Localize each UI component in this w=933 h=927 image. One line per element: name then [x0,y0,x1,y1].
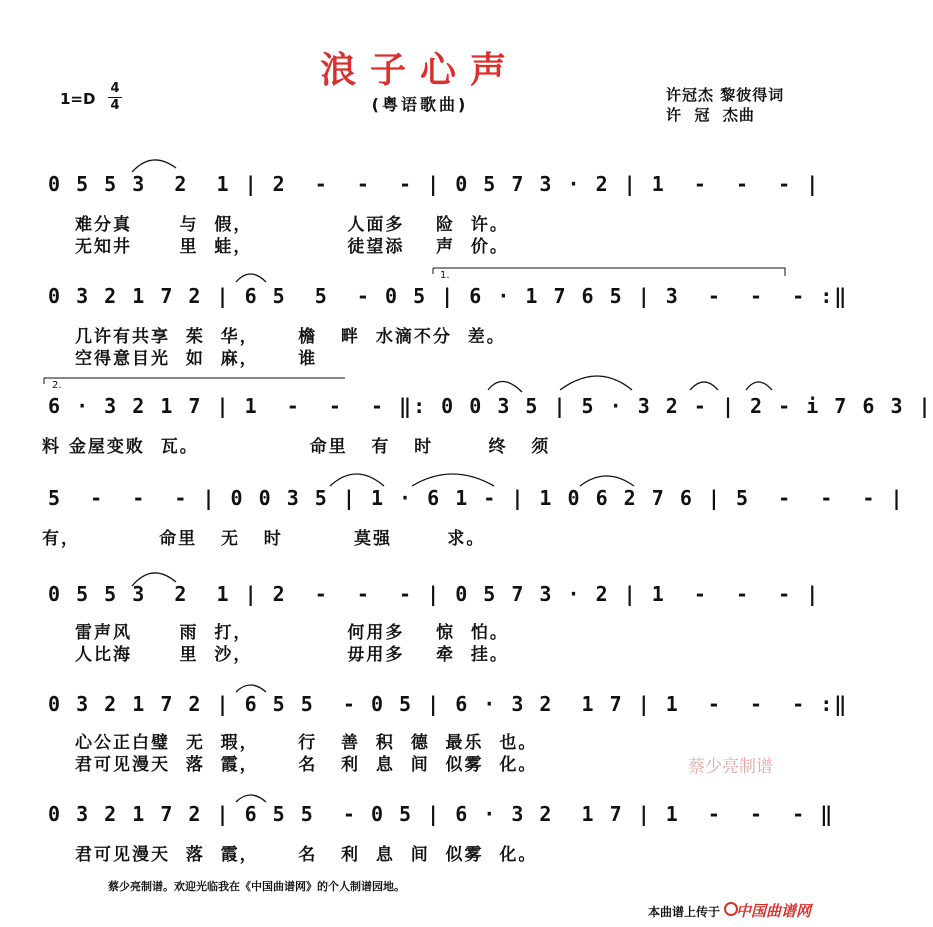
lyric-line-6a: 心公正白璧 无 瑕， 行 善 积 德 最乐 也。 [75,733,538,753]
lyric-line-4: 有， 命里 无 时 莫强 求。 [42,529,486,549]
notation-line-4: 5 - - - | 0 0 3 5 | 1 · 6 1 - | 1 0 6 2 7 6 | 5 - - - | [48,486,905,510]
composer-credit: 许 冠 杰曲 [666,106,755,124]
meter-bottom: 4 [110,98,120,113]
notation-line-6: 0 3 2 1 7 2 | 6 5 5 - 0 5 | 6 · 3 2 1 7 | 1 - - - :‖ [48,692,849,716]
volta-1-label: 1. [440,270,450,281]
watermark: 蔡少亮制谱 [688,757,773,777]
volta-2-label: 2. [52,380,62,391]
lyric-line-5b: 人比海 里 沙， 毋用多 牵 挂。 [75,645,509,665]
page-title: 浪子心声 [319,50,520,91]
lyric-line-7: 君可见漫天 落 霞， 名 利 息 间 似雾 化。 [75,845,538,865]
notation-line-2: 0 3 2 1 7 2 | 6 5 5 - 0 5 | 6 · 1 7 6 5 | 3 - - - :‖ [48,284,849,308]
meter-top: 4 [110,81,120,96]
notation-line-7: 0 3 2 1 7 2 | 6 5 5 - 0 5 | 6 · 3 2 1 7 | 1 - - - ‖ [48,802,835,826]
notation-line-3: 6 · 3 2 1 7 | 1 - - - ‖: 0 0 3 5 | 5 · 3 2 - | 2 - i 7 6 3 | [48,394,933,418]
lyric-line-1b: 无知井 里 蛙， 徒望添 声 价。 [75,237,509,257]
lyricist-credit: 许冠杰 黎彼得词 [666,86,785,104]
subtitle: (粤语歌曲) [371,95,469,114]
footer-note: 蔡少亮制谱。欢迎光临我在《中国曲谱网》的个人制谱园地。 [108,880,405,893]
lyric-line-3: 料 金屋变败 瓦。 命里 有 时 终 须 [42,437,551,457]
site-name: 中国曲谱网 [736,902,812,920]
key-signature: 1=D [60,90,96,108]
lyric-line-1a: 难分真 与 假， 人面多 险 许。 [75,215,509,235]
lyric-line-6b: 君可见漫天 落 霞， 名 利 息 间 似雾 化。 [75,755,538,775]
notation-line-1: 0 5 5 3 2 1 | 2 - - - | 0 5 7 3 · 2 | 1 - - - | [48,172,821,196]
lyric-line-2a: 几许有共享 茱 华， 檐 畔 水滴不分 差。 [75,327,506,347]
time-signature [108,82,122,113]
lyric-line-5a: 雷声风 雨 打， 何用多 惊 怕。 [75,623,509,643]
lyric-line-2b: 空得意目光 如 麻， 谁 [75,349,318,369]
upload-label: 本曲谱上传于 [648,905,721,919]
notation-line-5: 0 5 5 3 2 1 | 2 - - - | 0 5 7 3 · 2 | 1 - - - | [48,582,821,606]
